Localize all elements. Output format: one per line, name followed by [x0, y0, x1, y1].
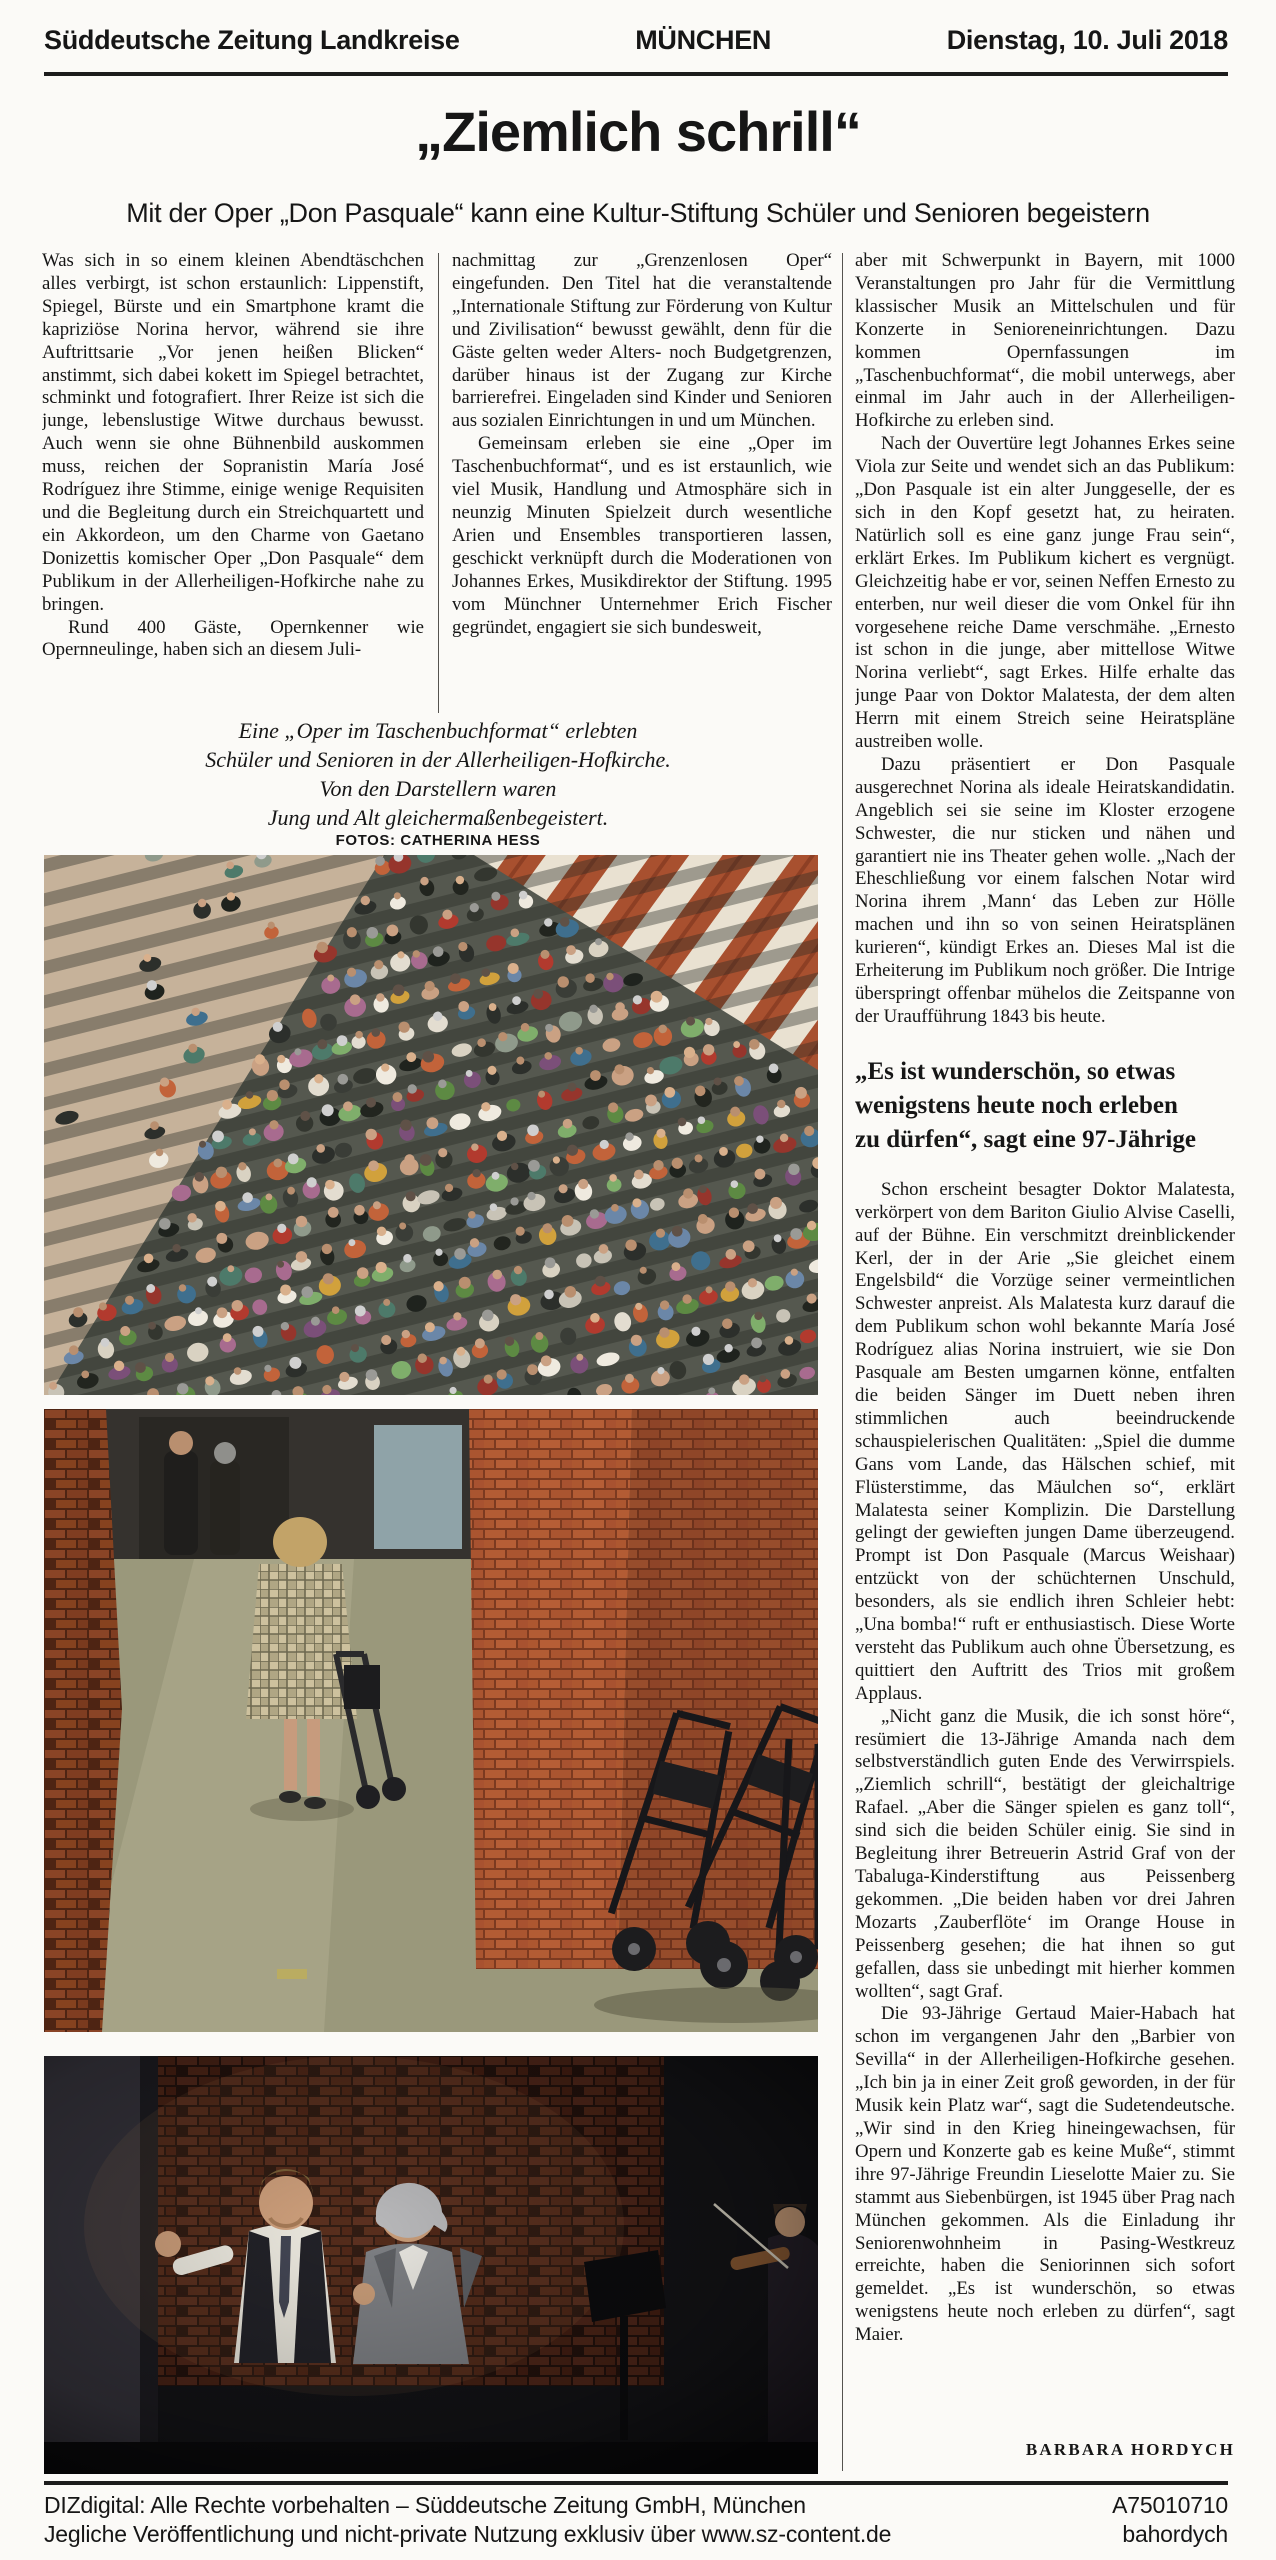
article-column-3 — [855, 250, 1235, 2446]
column-rule-1 — [438, 253, 439, 713]
paragraph: nachmittag zur „Grenzenlosen Oper“ eingefunden. Den Titel hat die veranstaltende „Internationale Stiftung zur Förderung von Kultur und Zivilisation“ bewusst gewählt, denn für die Gäste gelten weder Alters- noch Budgetgrenzen, darüber hinaus ist der Zugang zur Kirche barrierefrei. Eingeladen sind Kinder und Senioren aus sozialen Einrichtungen in und um München. — [452, 250, 832, 432]
footer-rule — [44, 2481, 1228, 2485]
pull-quote-line: zu dürfen“, sagt eine 97-Jährige — [855, 1125, 1196, 1153]
masthead — [44, 24, 1228, 56]
stage-photo — [44, 2056, 818, 2474]
paragraph: aber mit Schwerpunkt in Bayern, mit 1000 Veranstaltungen pro Jahr für die Vermittlung klassischer Musik an Mittelschulen und für Konzerte in Senioreneinrichtungen. Dazu kommen Opernfassungen im „Taschenbuchformat“, die mobil unterwegs, aber einmal im Jahr auch in der Allerheiligen-Hofkirche zu erleben sind. — [855, 250, 1235, 432]
section-name: MÜNCHEN — [635, 25, 772, 55]
paragraph: Schon erscheint besagter Doktor Malatesta, verkörpert von dem Bariton Giulio Alvise Caselli, auf der Bühne. Ein verschmitzt dreinblickender Kerl, der in der Arie „Sie gleichet einem Engelsbild“ die Vorzüge seiner vermeintlichen Schwester anpreist. Als Malatesta kurz darauf die dem Publikum schon wohl bekannte María José Rodríguez alias Norina instruiert, wie sie Don Pasquale am Besten umgarnen könne, entfalten die beiden Sänger im Duett neben ihren stimmlichen auch beeindruckende schauspielerischen Qualitäten: „Spiel die dumme Gans vom Lande, das Hälschen schief, mit Flüsterstimme, das Mäulchen so“, erklärt Malatesta seiner Komplizin. Die Darstellung gelingt der gewieften jungen Dame überzeugend. Prompt ist Don Pasquale (Marcus Weishaar) entzückt von der schüchternen Unschuld, besonders, als sie endlich ihren Schleier hebt: „Una bomba!“ ruft er enthusiastisch. Diese Worte versteht das Publikum auch ohne Übersetzung, es quittiert den Auftritt des Trios mit großem Applaus. — [855, 1178, 1235, 1704]
brick-pillar — [469, 1409, 632, 1969]
corridor-photo — [44, 1409, 818, 2032]
masthead-rule — [44, 72, 1228, 76]
article-ref-id: A75010710 — [1112, 2492, 1228, 2518]
pull-quote-line: „Es ist wunderschön, so etwas — [855, 1057, 1176, 1085]
paragraph: Gemeinsam erleben sie eine „Oper im Taschenbuchformat“, und es ist erstaunlich, wie viel Musik, Handlung und Atmosphäre sich in neunzig Minuten Spielzeit durch wesentliche Arien und Ensembles transportieren lassen, geschickt verknüpft durch die Moderationen von Johannes Erkes, Musikdirektor der Stiftung. 1995 vom Münchner Unternehmer Erich Fischer gegründet, engagiert sie sich bundesweit, — [452, 433, 832, 638]
paragraph: Rund 400 Gäste, Opernkenner wie Opernneulinge, haben sich an diesem Juli- — [42, 616, 424, 661]
publication-name: Süddeutsche Zeitung Landkreise — [44, 25, 460, 55]
column-rule-2 — [842, 253, 843, 2471]
usage-notice: Jegliche Veröffentlichung und nicht-private Nutzung exklusiv über www.sz-content.de — [44, 2521, 892, 2547]
photo-credit: FOTOS: CATHERINA HESS — [335, 832, 541, 849]
caption-line: Von den Darstellern waren — [319, 776, 557, 801]
caption-line: Jung und Alt gleichermaßenbegeistert. — [267, 805, 609, 830]
caption-line: Schüler und Senioren in der Allerheiligen-Hofkirche. — [205, 747, 671, 772]
user-ref: bahordych — [1122, 2521, 1228, 2547]
issue-date: Dienstag, 10. Juli 2018 — [946, 25, 1228, 55]
paragraph: „Nicht ganz die Musik, die ich sonst höre“, resümiert die 13-Jährige Amanda nach dem selbstverständlich guten Ende des Verwirrspiels. „Ziemlich schrill“, bestätigt der gleichaltrige Rafael. „Aber die Sänger spielen es ganz toll“, sind sich die beiden Schüler einig. Sie sind in Begleitung ihrer Betreuerin Astrid Graf von der Tabaluga-Kinderstiftung aus Peissenberg gekommen. „Die beiden haben vor drei Jahren Mozarts ‚Zauberflöte‘ im Orange House in Peissenberg gesehen; die hat ihnen so gut gefallen, dass sie unbedingt mit hierher kommen wollten“, sagt Graf. — [855, 1705, 1235, 2002]
paragraph: Die 93-Jährige Gertaud Maier-Habach hat schon im vergangenen Jahr den „Barbier von Sevilla“ in der Allerheiligen-Hofkirche gesehen. „Ich bin ja in einer Zeit groß geworden, in der für Musik kein Platz war“, sagt die Sudetendeutsche. „Wir sind in den Krieg hineingewachsen, für Opern und Konzerte gab es keine Muße“, stimmt ihre 97-Jährige Freundin Lieselotte Maier zu. Sie stammt aus Siebenbürgen, ist 1945 über Prag nach München gekommen. Als die Einladung ihr Seniorenwohnheim in Pasing-Westkreuz erreichte, haben die Seniorinnen sich sofort gemeldet. „Es ist wunderschön, so etwas wenigstens heute noch erleben zu dürfen“, sagt Maier. — [855, 2003, 1235, 2346]
paragraph: Nach der Ouvertüre legt Johannes Erkes seine Viola zur Seite und wendet sich an das Publikum: „Don Pasquale ist ein alter Junggeselle, der es sich in den Kopf gesetzt hat, zu heiraten. Natürlich soll es eine ganz junge Frau sein“, erklärt Erkes. Im Publikum kichert es vergnügt. Gleichzeitig habe er vor, seinen Neffen Ernesto zu enterben, nur weil dieser die vom Onkel für ihn vorgesehene reiche Dame verschmähe. „Ernesto ist schon in die junge, aber mittellose Witwe Norina verliebt“, sagt Erkes. Hilfe erhalte das junge Paar von Doktor Malatesta, der dem alten Herrn mit einem Streich seine Heiratspläne austreiben wolle. — [855, 433, 1235, 753]
pull-quote-line: wenigstens heute noch erleben — [855, 1091, 1178, 1119]
audience-photo — [44, 855, 818, 1395]
copyright-footer — [44, 2491, 1228, 2549]
paragraph: Was sich in so einem kleinen Abendtäschchen alles verbirgt, ist schon erstaunlich: Lippenstift, Spiegel, Bürste und ein Smartphone kramt die kapriziöse Norina hervor, während sie ihre Auftrittsarie „Vor jenen heißen Blicken“ anstimmt, sich dabei kokett im Spiegel betrachtet, schminkt und fotografiert. Ihrer Reize ist sich die junge, lebenslustige Witwe durchaus bewusst. Auch wenn sie ohne Bühnenbild auskommen muss, reichen der Sopranistin María José Rodríguez ihre Stimme, einige wenige Requisiten und die Begleitung durch ein Streichquartett und ein Akkordeon, um den Charme von Gaetano Donizettis komischer Oper „Don Pasquale“ dem Publikum in der Allerheiligen-Hofkirche nahe zu bringen. — [42, 250, 424, 615]
author-byline: BARBARA HORDYCH — [1025, 2440, 1235, 2459]
article-column-2 — [452, 250, 832, 716]
article-column-1 — [42, 250, 424, 716]
photo-caption — [44, 716, 832, 849]
doorway — [374, 1425, 462, 1549]
rights-notice: DIZdigital: Alle Rechte vorbehalten – Süddeutsche Zeitung GmbH, München — [44, 2492, 806, 2518]
pull-quote — [855, 1055, 1235, 1157]
paragraph: Dazu präsentiert er Don Pasquale ausgerechnet Norina als ideale Heiratskandidatin. Angeblich sei sie seine im Kloster erzogene Schwester, die nur sticken und nähen und garantiert nie ins Theater gehen wolle. „Nach der Eheschließung vor einem falschen Notar wird Norina ihrem ‚Mann‘ das Leben zur Hölle machen und ihn so von seinen Heiratsplänen kurieren“, kündigt Erkes an. Dieses Mal ist die Erheiterung im Publikum noch größer. Die Intrige überspringt offenbar mühelos die Zeitspanne von der Uraufführung 1843 bis heute. — [855, 753, 1235, 1027]
caption-line: Eine „Oper im Taschenbuchformat“ erlebten — [238, 718, 638, 743]
subheadline: Mit der Oper „Don Pasquale“ kann eine Kultur-Stiftung Schüler und Senioren begeistern — [126, 198, 1150, 228]
headline: „Ziemlich schrill“ — [415, 100, 861, 163]
